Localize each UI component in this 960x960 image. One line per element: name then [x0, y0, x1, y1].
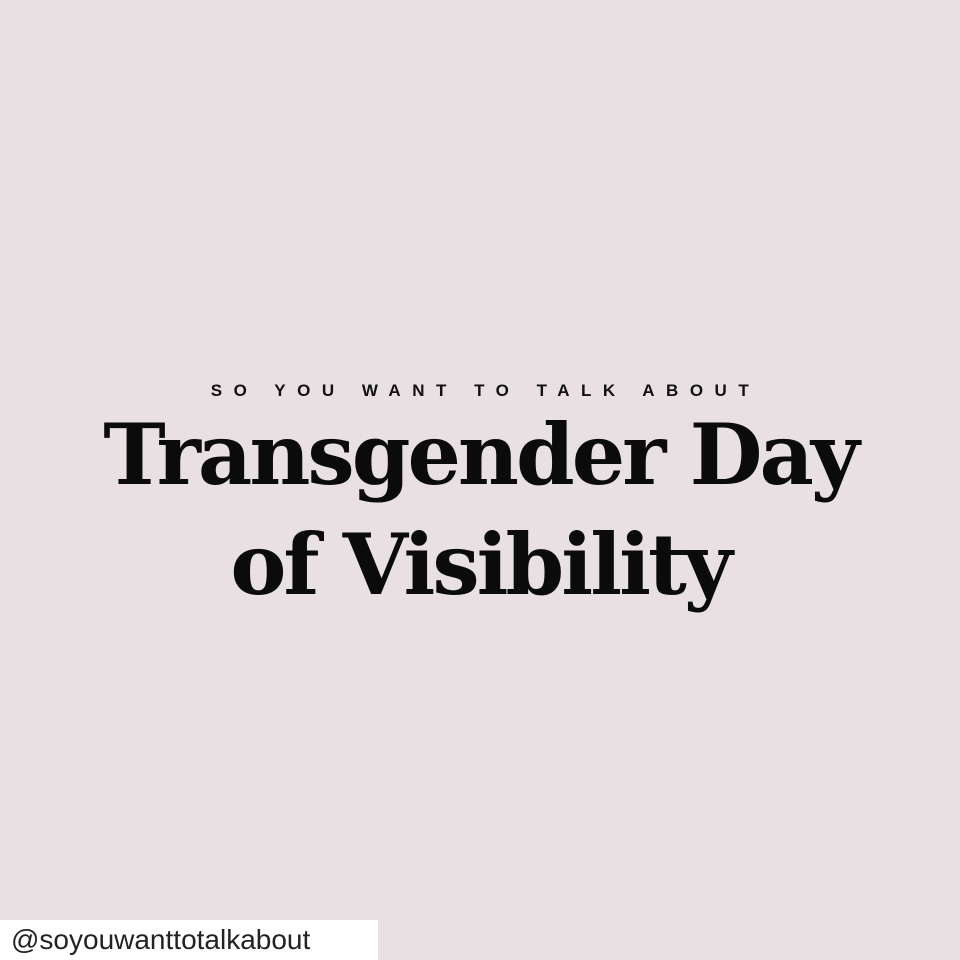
kicker-text: SO YOU WANT TO TALK ABOUT [210, 381, 761, 400]
title-line-1: Transgender Day [103, 405, 857, 504]
title-line-2: of Visibility [230, 515, 730, 614]
account-handle-tag: @soyouwanttotalkabout [0, 920, 378, 960]
